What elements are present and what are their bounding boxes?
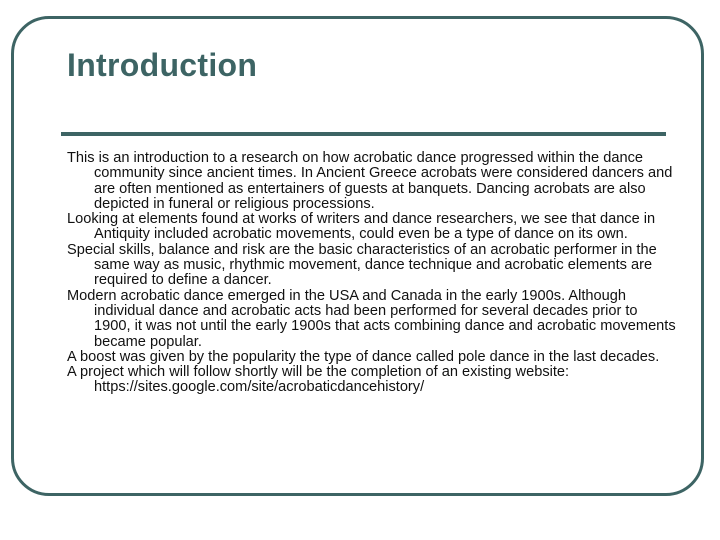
- paragraph-project: A project which will follow shortly will be the completion of an existing website: https://sites.google.com/site/acrobaticdancehistory/: [67, 364, 570, 396]
- slide-title: Introduction: [67, 47, 258, 83]
- title-divider: [61, 132, 666, 136]
- slide-body: [67, 151, 677, 396]
- paragraph-pole-dance: A boost was given by the popularity the type of dance called pole dance in the last decades.: [67, 348, 660, 365]
- paragraph-antiquity: Looking at elements found at works of writers and dance researchers, we see that dance in Antiquity included acrobatic movements, could even be a type of dance on its own.: [67, 211, 656, 243]
- paragraph-modern: Modern acrobatic dance emerged in the USA and Canada in the early 1900s. Although individual dance and acrobatic acts had been performed for several decades prior to 1900, it was not until the early 1900s that acts combining dance and acrobatic movements became popular.: [67, 287, 676, 350]
- paragraph-skills: Special skills, balance and risk are the basic characteristics of an acrobatic performer in the same way as music, rhythmic movement, dance technique and acrobatic elements are required to define a dancer.: [67, 241, 657, 289]
- paragraph-intro: This is an introduction to a research on how acrobatic dance progressed within the dance community since ancient times. In Ancient Greece acrobats were considered dancers and are often mentioned as entertainers of guests at banquets. Dancing acrobats are also depicted in funeral or religious processions.: [67, 150, 673, 212]
